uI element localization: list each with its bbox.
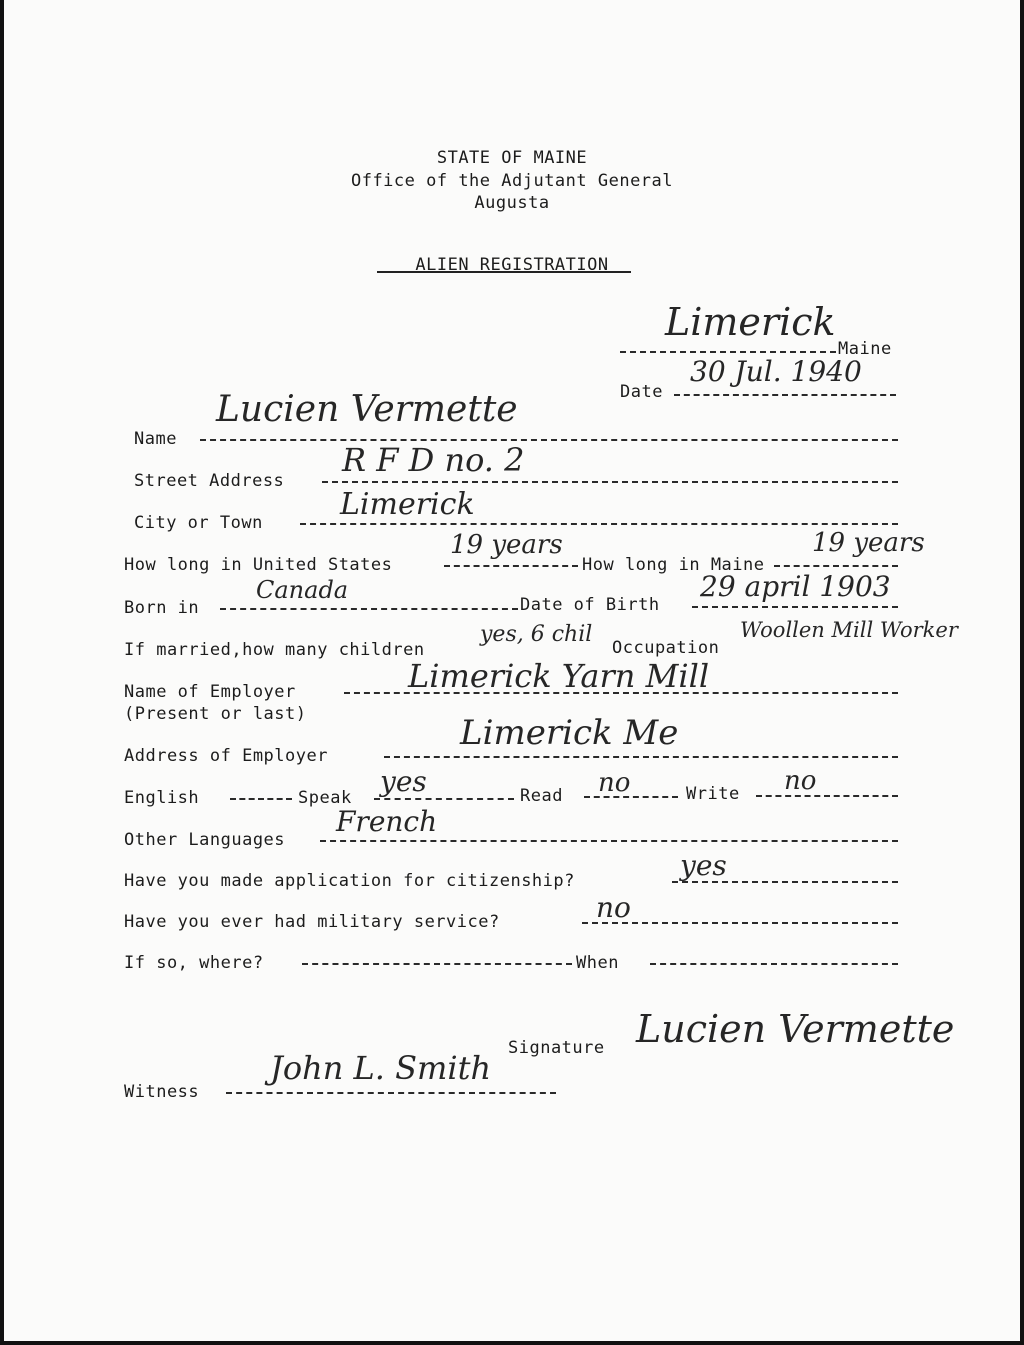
- dob-label: Date of Birth: [520, 595, 660, 615]
- city-label: City or Town: [134, 513, 263, 533]
- signature-value: Lucien Vermette: [636, 1007, 955, 1051]
- speak-label: Speak: [298, 788, 352, 808]
- dob-value: 29 april 1903: [700, 570, 891, 603]
- employer-address-line: [384, 756, 898, 758]
- witness-line: [226, 1092, 556, 1094]
- employer-note: (Present or last): [124, 704, 307, 724]
- witness-label: Witness: [124, 1082, 200, 1102]
- employer-address-label: Address of Employer: [124, 746, 328, 766]
- languages-label: Other Languages: [124, 830, 286, 850]
- military-label: Have you ever had military service?: [124, 912, 500, 932]
- maine-years-value: 19 years: [812, 528, 925, 558]
- employer-value: Limerick Yarn Mill: [408, 657, 710, 695]
- born-value: Canada: [256, 576, 349, 604]
- form-title-underline: [377, 271, 631, 273]
- name-value: Lucien Vermette: [216, 389, 518, 430]
- write-label: Write: [686, 784, 740, 804]
- children-label: If married,how many children: [124, 640, 425, 660]
- when-label: When: [576, 953, 619, 973]
- street-value: R F D no. 2: [342, 441, 525, 479]
- city-line: [300, 523, 898, 525]
- header-state: STATE OF MAINE: [436, 148, 588, 168]
- signature-label: Signature: [508, 1038, 605, 1058]
- languages-line: [320, 840, 898, 842]
- date-value: 30 Jul. 1940: [690, 355, 862, 388]
- write-line: [756, 795, 898, 797]
- date-label: Date: [620, 382, 663, 402]
- read-value: no: [598, 768, 631, 798]
- military-value: no: [596, 891, 631, 924]
- town-value: Limerick: [665, 300, 836, 344]
- write-value: no: [784, 766, 817, 796]
- street-label: Street Address: [134, 471, 285, 491]
- where-line: [302, 963, 572, 965]
- english-line: [230, 798, 292, 800]
- employer-label: Name of Employer: [124, 682, 296, 702]
- name-line: [200, 439, 898, 441]
- header-city: Augusta: [474, 193, 550, 213]
- header-office: Office of the Adjutant General: [350, 171, 674, 191]
- when-line: [650, 963, 898, 965]
- name-label: Name: [134, 429, 177, 449]
- us-years-line: [444, 565, 578, 567]
- read-label: Read: [520, 786, 563, 806]
- occupation-label: Occupation: [612, 638, 720, 658]
- date-line: [674, 394, 896, 396]
- us-years-value: 19 years: [450, 530, 563, 560]
- english-label: English: [124, 788, 200, 808]
- speak-value: yes: [380, 765, 427, 798]
- born-line: [220, 608, 518, 610]
- languages-value: French: [336, 805, 438, 838]
- city-value: Limerick: [340, 487, 475, 522]
- dob-line: [692, 606, 898, 608]
- children-value: yes, 6 chil: [480, 622, 593, 647]
- maine-label: Maine: [838, 339, 892, 359]
- witness-value: John L. Smith: [270, 1049, 492, 1087]
- born-label: Born in: [124, 598, 200, 618]
- street-line: [322, 481, 898, 483]
- maine-years-label: How long in Maine: [582, 555, 765, 575]
- citizenship-label: Have you made application for citizenship?: [124, 871, 575, 891]
- citizenship-value: yes: [680, 849, 727, 882]
- form-title: ALIEN REGISTRATION: [415, 255, 609, 275]
- scan-edge-bottom: [0, 1341, 1024, 1345]
- employer-address-value: Limerick Me: [460, 713, 679, 753]
- town-line: [620, 351, 836, 353]
- where-label: If so, where?: [124, 953, 264, 973]
- maine-years-line: [774, 565, 898, 567]
- us-years-label: How long in United States: [124, 555, 393, 575]
- speak-line: [374, 798, 514, 800]
- occupation-value: Woollen Mill Worker: [740, 618, 958, 642]
